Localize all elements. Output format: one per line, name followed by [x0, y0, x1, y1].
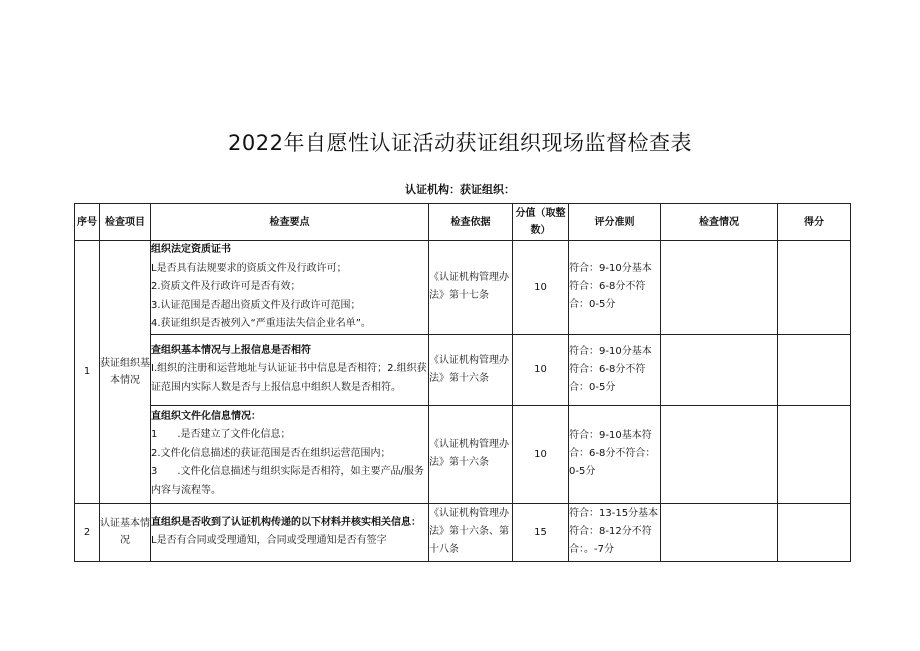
criteria-cell: 符合：9-10基本符合：6-8分不符合：0-5分: [569, 405, 661, 503]
result-cell[interactable]: [778, 241, 851, 335]
group-seq: 1: [75, 241, 100, 504]
table-row: [75, 503, 851, 561]
header-criteria: 评分准则: [569, 204, 661, 241]
header-situation: 检查情况: [661, 204, 778, 241]
score-value-cell: 10: [513, 405, 569, 503]
table-row: [75, 334, 851, 405]
header-score-value: 分值（取整数）: [513, 204, 569, 241]
basis-cell: 《认证机构管理办法》第十六条: [429, 405, 513, 503]
situation-cell[interactable]: [661, 241, 778, 335]
criteria-cell: 符合：9-10分基本符合：6-8分不符合：0-5分: [569, 334, 661, 405]
result-cell[interactable]: [778, 334, 851, 405]
check-point-line: 2.资质文件及行政许可是否有效；: [151, 281, 301, 292]
score-value-cell: 10: [513, 241, 569, 335]
table-header-row: [75, 204, 851, 241]
header-seq: 序号: [75, 204, 100, 241]
situation-cell[interactable]: [661, 503, 778, 561]
check-point-line: L是否具有法规要求的资质文件及行政许可；: [151, 262, 347, 274]
check-points-cell: [151, 241, 429, 335]
header-points: 检查要点: [151, 204, 429, 241]
header-result: 得分: [778, 204, 851, 241]
inspection-table: [74, 203, 851, 562]
basis-cell: 《认证机构管理办法》第十七条: [429, 241, 513, 335]
check-point-line: L是否有合同或受理通知，合同或受理通知是否有签字: [151, 535, 387, 546]
group-seq: 2: [75, 503, 100, 561]
result-cell[interactable]: [778, 503, 851, 561]
group-item: 认证基本情况: [100, 503, 151, 561]
situation-cell[interactable]: [661, 334, 778, 405]
check-points-cell: [151, 503, 429, 561]
header-basis: 检查依据: [429, 204, 513, 241]
check-point-heading: 组织法定资质证书: [151, 244, 231, 255]
table-row: [75, 241, 851, 335]
check-point-heading: 直组织文件化信息情况：: [151, 410, 261, 422]
check-point-line: 3 .文件化信息描述与组织实际是否相符，如主要产品/服务内容与流程等。: [151, 466, 424, 496]
criteria-cell: 符合：9-10分基本符合：6-8分不符合：0-5分: [569, 241, 661, 335]
basis-cell: 《认证机构管理办法》第十六条: [429, 334, 513, 405]
check-point-line: 3.认证范围是否超出资质文件及行政许可范围；: [151, 299, 361, 311]
check-point-heading: 直组织是否收到了认证机构传递的以下材料并核实相关信息：: [151, 516, 421, 528]
check-point-line: I.组织的注册和运营地址与认证证书中信息是否相符；2.组织获证范围内实际人数是否与上报信息中组织人数是否相符。: [151, 363, 427, 393]
criteria-cell: 符合：13-15分基本符合：8-12分不符合：。-7分: [569, 503, 661, 561]
check-point-heading: 查组织基本情况与上报信息是否相符: [151, 344, 311, 356]
check-points-cell: [151, 405, 429, 503]
table-row: [75, 405, 851, 503]
basis-cell: 《认证机构管理办法》第十六条、第十八条: [429, 503, 513, 561]
score-value-cell: 10: [513, 334, 569, 405]
situation-cell[interactable]: [661, 405, 778, 503]
page-title: 2022年自愿性认证活动获证组织现场监督检查表: [228, 131, 692, 155]
check-point-line: 4.获证组织是否被列入“严重违法失信企业名单”。: [151, 318, 371, 329]
header-item: 检查项目: [100, 204, 151, 241]
check-points-cell: [151, 334, 429, 405]
subtitle: 认证机构：获证组织：: [405, 183, 515, 196]
score-value-cell: 15: [513, 503, 569, 561]
result-cell[interactable]: [778, 405, 851, 503]
check-point-line: 2.文件化信息描述的获证范围是否在组织运营范围内；: [151, 447, 391, 459]
group-item: 获证组织基本情况: [100, 241, 151, 504]
check-point-line: 1 .是否建立了文件化信息；: [151, 429, 291, 441]
